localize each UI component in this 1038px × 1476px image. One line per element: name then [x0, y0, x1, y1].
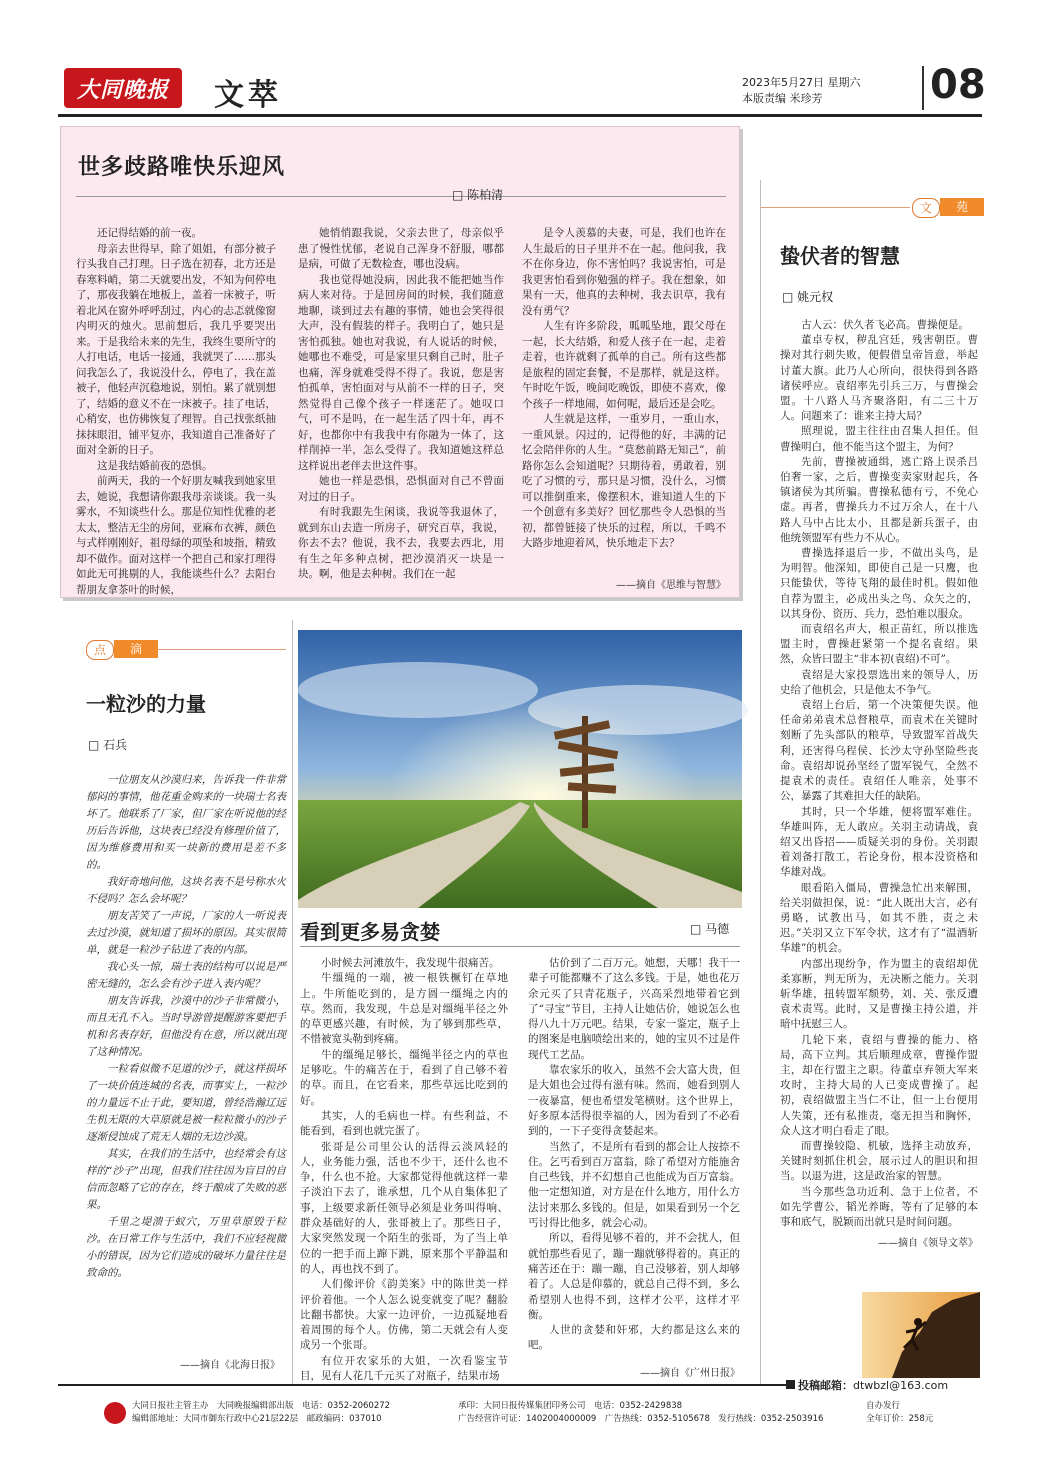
article4-p7: 袁绍是大家投票选出来的领导人，历史给了他机会，只是他太不争气。 — [780, 668, 978, 696]
crossroads-photo — [298, 630, 742, 908]
article4-p11: 内部出现纷争，作为盟主的袁绍却优柔寡断，判无所为，无决断之能力。关羽斩华雄，扭转盟军颓势，刘、关、张反遭袁术责骂。此时，又是曹操主持公道，并暗中抚慰三人。 — [780, 957, 978, 1031]
article4-p6: 而袁绍名声大，根正苗红，所以推选盟主时，曹操赶紧第一个提名袁绍。果然，众皆曰盟主“非本初(袁绍)不可”。 — [780, 623, 978, 666]
article3-col1-p4: 其实，人的毛病也一样。有些利益，不能看到，看到也就完蛋了。 — [300, 1109, 508, 1138]
section-title: 文萃 — [214, 78, 282, 113]
article3-col1-p2: 牛缰绳的一端，被一根铁橛钉在草地上。牛所能吃到的，是方圆一缰绳之内的草。然而，我发现，牛总是对缰绳半径之外的草更感兴趣，有时候，为了够到那些草，不惜被宽头勒到疼痛。 — [300, 972, 508, 1046]
article2-p6: 一粒看似微不足道的沙子，就这样损坏了一块价值连城的名表，而事实上，一粒沙的力量远不止于此，要知道，曾经浩瀚辽远生机无限的大草原就是被一粒粒微小的沙子逐渐侵蚀成了荒无人烟的无边沙漠。 — [86, 1063, 286, 1143]
article2-p2: 我好奇地问他，这块名表不是号称水火不侵吗？怎么会坏呢？ — [86, 876, 286, 905]
article4-body — [780, 318, 978, 1348]
diandi-rule — [158, 649, 286, 650]
footer-left — [132, 1400, 390, 1426]
wenyuan-tag-2: 苑 — [940, 198, 984, 216]
article2-p3: 朋友苦笑了一声说，厂家的人一听说表去过沙漠，就知道了损坏的原因。其实很简单，就是一粒沙子钻进了表的内部。 — [86, 910, 286, 956]
article3-col2-p3: 当然了，不是所有看到的都会让人按捺不住。乞丐看到百万富翁，除了希望对方能施舍自己些钱，并不幻想自己也能成为百万富翁。他一定想知道，对方是在什么地方，用什么方法讨来那么多钱的。但是，如果看到另一个乞丐讨得比他多，就会心动。 — [528, 1140, 740, 1230]
article1-col1-p3: 这是我结婚前夜的恐惧。 — [97, 459, 213, 472]
article1-col2-p4: 有时我跟先生闲谈，我说等我退休了，就到东山去造一所房子，研究百草，我说，你去不去？他说，我不去，我要去西北，用有生之年多种点树，把沙漠消灭一块是一块。啊，他是去种树。我们在一起 — [298, 506, 504, 580]
divider-right — [760, 180, 761, 1386]
article1-col1-p2: 母亲去世得早，除了姐姐，有部分被子行头我自己打理。日子选在初春，北方还是春寒料峭，第二天就要出发，不知为何停电了，那夜我躺在地板上，盖着一床被子，听着北风在窗外呼呼刮过，内心的忐忑就像窗内明灭的烛火。思前想后，我几乎要哭出来。于是我给未来的先生，我终生要所守的人打电话，电话一接通，我就哭了……那头问我怎么了，我说没什么，停电了，我在盖被子，他轻声沉稳地说，别怕。累了就别想了，结婚的意义不在一床被子。挂了电话，心稍安，也仿佛恢复了理智。自己找张纸抽抹抹眼泪，铺平复亦，我知道自己准备好了面对全新的日子。 — [76, 242, 276, 456]
article2-p4: 我心头一惊，瑞士表的结构可以说是严密无缝的，怎么会有沙子进入表内呢？ — [86, 961, 286, 990]
header-divider — [922, 66, 924, 110]
article2-body — [86, 772, 286, 1332]
article1-col1-p4: 前两天，我的一个好朋友喊我到她家里去，她说，我想请你跟我母亲谈谈。我一头雾水，不知谈些什么。那是位知性优雅的老太太，整洁无尘的房间，亚麻布衣裤，颜色与式样刚刚好，祖母绿的项坠和坡指，精致却不做作。面对这样一个把自己和家打理得如此无可挑剔的人，我能谈些什么？去阳台帮朋友拿茶叶的时候， — [76, 475, 276, 596]
header-rule — [58, 114, 982, 117]
wenyuan-tag-1: 文 — [912, 198, 940, 218]
article3-col1-p5: 张哥是公司里公认的活得云淡风轻的人，业务能力强，活也不少干，还什么也不争，什么也不抢。大家都觉得他就这样一辈子淡泊下去了，谁承想，几个从自集体犯了事，上级要求新任领导必须是业务叫得响、群众基础好的人，张哥被上了。那些日子，大家突然发现一个陌生的张哥，为了当上单位的一把手而上蹿下跳，原来那个平静温和的人，再也找不到了。 — [300, 1140, 508, 1275]
article1-col2-p2: 我也觉得她没病，因此我不能把她当作病人来对待。于是回房间的时候，我们随意地聊，谈到过去有趣的事情，她也会笑得很大声，没有假装的样子。我明白了，她只是害怕孤独。她也对我说，有人说话的时候，她哪也不难受，可是家里只剩自己时，肚子也痛，浑身就难受得不得了。我说，您是害怕孤单，害怕面对与从前不一样的日子，突然觉得自己像个孩子一样迷茫了。她叹口气，可不是吗，在一起生活了四十年，再不好，也都你中有我我中有你融为一体了，这样削掉一半，怎么受得了。我知道她这样总这样说出老伴去世这件事。 — [298, 273, 504, 472]
page-number: 08 — [930, 62, 986, 108]
article3-col1-p3: 牛的缰绳足够长，缰绳半径之内的草也足够吃。牛的痛苦在于，看到了自己够不着的草。而且，在它看来，那些草远比吃到的好。 — [300, 1048, 508, 1107]
article3-source: ——摘自《广州日报》 — [640, 1368, 740, 1379]
article2-p5: 朋友告诉我，沙漠中的沙子非常微小，而且无孔不入。当时导游曾提醒游客要把手机和名表存好，但他没有在意，所以就出现了这种情况。 — [86, 995, 286, 1058]
article4-p5: 曹操选择退后一步，不做出头鸟，是为明智。他深知，即使自己是一只鹰，也只能蛰伏，等待飞翔的最佳时机。假如他自荐为盟主，必成出头之鸟、众矢之的，以其身份、资历、兵力，恐怕难以服众。 — [780, 547, 978, 620]
footer-logo — [104, 1402, 126, 1424]
divider-left — [292, 620, 293, 1386]
article3-col2-p4: 所以，看得见够不着的，并不会扰人，但就怕那些看见了，蹦一蹦就够得着的。真正的痛苦还在于：蹦一蹦，自己没够着，别人却够着了。人总是仰慕的，就总自己得不到，多么希望别人也得不到，这样才公平，这样才平衡。 — [528, 1232, 740, 1321]
article4-p9: 其时，只一个华雄，便将盟军难住。华雄叫阵，无人敢应。关羽主动请战，袁绍又出昏招——质疑关羽的身份。关羽跟着刘备打散工，若论身份，根本没资格和华雄对战。 — [780, 805, 978, 879]
footer-right — [866, 1400, 933, 1426]
article4-p1: 古人云：伏久者飞必高。曹操便是。 — [801, 319, 969, 331]
masthead-logo — [64, 68, 182, 108]
logo-text: 大同晚报 — [76, 77, 169, 103]
article3-col2 — [528, 956, 740, 1356]
article1-col2-p3: 她也一样是恐惧，恐惧面对自己不曾面对过的日子。 — [298, 475, 504, 503]
article4-p13: 而曹操较隐、机敏，选择主动放弃，关键时刻抓住机会，展示过人的胆识和担当。以退为进，这是政治家的智慧。 — [780, 1139, 978, 1183]
article3-col1-p7: 有位开农家乐的大姐，一次看鉴宝节目，见有人花几千元买了对瓶子，结果市场 — [300, 1354, 508, 1383]
footer-left-line1: 大同日报社主管主办 大同晚报编辑部出版 电话：0352-2060272 — [132, 1401, 391, 1411]
article1-col3-p3: 人生就是这样，一重岁月，一重山水，一重风景。闪过的，记得他的好，丰满的记忆会陪伴你的人生。“莫愁前路无知己”，前路你怎么会知道呢？只期待着，勇敢着，别吃了习惯的亏，那只是习惯，没什么，习惯可以推倒重来，像摆积木，谁知道人生的下一个创意有多美好？回忆那些令人恐惧的当初，都曾链接了快乐的过程，所以，千鸣不大路步地迎着风，快乐地走下去？ — [522, 413, 726, 549]
footer-right-line2: 全年订价：258元 — [866, 1414, 934, 1424]
footer-mid — [458, 1400, 823, 1426]
article3-col1-p1: 小时候去河滩放牛，我发现牛很痛苦。 — [321, 957, 500, 969]
wenyuan-tag — [912, 198, 984, 218]
contact-email: dtwbzl@163.com — [853, 1379, 949, 1392]
article2-author: □ 石兵 — [88, 738, 128, 752]
article3-title: 看到更多易贪婪 — [300, 920, 440, 944]
article1-col3 — [522, 226, 726, 566]
diandi-tag-1: 点 — [86, 640, 114, 660]
article3-author: □ 马德 — [690, 922, 730, 936]
article3-col2-p5: 人世的贪婪和奸邪，大约都是这么来的吧。 — [528, 1324, 740, 1352]
article2-p1: 一位朋友从沙漠归来，告诉我一件非常郁闷的事情，他花重金购来的一块瑞士名表坏了。他联系了厂家，但厂家在听说他的经历后告诉他，这块表已经没有修理价值了，因为维修费用和买一块新的费用是差不多的。 — [86, 774, 286, 871]
article4-p14: 当今那些急功近利、急于上位者，不如先学曹公，韬光养晦，等有了足够的本事和底气，脱颖而出就只是时间问题。 — [780, 1185, 978, 1228]
article4-p10: 眼看陷入僵局，曹操急忙出来解围，给关羽做担保，说：“此人既出大言，必有勇略，试教出马，如其不胜，责之未迟。”关羽又立下军令状，这才有了“温酒斩华雄”的机会。 — [780, 881, 978, 955]
article4-source: ——摘自《领导文萃》 — [878, 1238, 978, 1250]
contact-label: 投稿邮箱： — [798, 1379, 853, 1392]
article4-title: 蛰伏者的智慧 — [780, 244, 900, 268]
article1-title: 世多歧路唯快乐迎风 — [78, 154, 286, 180]
article3-col2-p2: 靠农家乐的收入，虽然不会大富大贵，但是大姐也会过得有滋有味。然而，她看到别人一夜暴富，便也希望发笔横财。这个世界上，好多原本活得很幸福的人，因为看到了不必看到的，一下子变得贪婪起来。 — [528, 1064, 740, 1138]
contact-box — [786, 1378, 982, 1394]
article3-col1-p6: 人们像评价《韵美案》中的陈世美一样评价着他。一个人怎么说变就变了呢？翻脸比翻书都快。大家一边评价，一边孤疑地看着周围的每个人。仿佛，第二天就会有人变成另一个张哥。 — [300, 1278, 508, 1352]
article1-col1 — [76, 226, 276, 596]
article3-title-rule — [300, 946, 740, 947]
mail-icon — [786, 1380, 795, 1389]
article1-col2-p1: 她悄悄跟我说，父亲去世了，母亲似乎患了慢性忧郁，老说自己浑身不舒服，哪都是病，可做了无数检查，哪也没病。 — [298, 227, 504, 270]
article4-p4: 先前，曹操被通缉，逃亡路上误杀吕伯奢一家，之后，曹操变卖家财起兵，各镇诸侯为其所骗。曹操私德有亏，不免心虚。再者，曹操兵力不过万余人，在十八路人马中占比太小，且都是新兵蛋子，由他统领盟军有些力不从心。 — [780, 455, 978, 544]
article1-col3-p1: 是令人羡慕的夫妻，可是，我们也许在人生最后的日子里并不在一起。他问我，我不在你身边，你不害怕吗？我说害怕，可是我更害怕看到你勉强的样子。我在想象，如果有一天，他真的去种树，我去识草，我有没有勇气？ — [522, 227, 726, 317]
article1-col1-p1: 还记得结婚的前一夜。 — [97, 227, 202, 239]
article1-col3-p2: 人生有许多阶段，呱呱坠地，跟父母在一起，长大结婚，和爱人孩子在一起，走着走着，也许就剩了孤单的自己。所有这些都是旅程的固定套餐，不是那样，就是这样。午时吃午饭，晚间吃晚饭，即使不喜欢，像个孩子一样地闹，如何呢，最后还是会吃。 — [522, 320, 726, 410]
diandi-tag-2: 滴 — [114, 640, 158, 658]
diandi-tag — [86, 640, 158, 660]
article1-title-rule — [76, 196, 726, 197]
footer-left-line2: 编辑部地址：大同市御东行政中心21层22层 邮政编码：037010 — [132, 1414, 382, 1424]
page-editor: 本版责编 米珍芳 — [742, 92, 823, 105]
issue-date: 2023年5月27日 星期六 — [742, 76, 861, 89]
article1-col2 — [298, 226, 504, 588]
footer-right-line1: 自办发行 — [866, 1401, 901, 1411]
article4-p3: 照理说，盟主往往由召集人担任。但曹操明白，他不能当这个盟主，为何？ — [780, 425, 978, 453]
article4-p2: 董卓专权，秽乱宫廷，残害朝臣。曹操对其行刺失败，便假借皇帝旨意，举起讨董大旗。此乃人心所向，很快得到各路诸侯呼应。袁绍率先引兵三万，与曹操会盟。十八路人马齐聚洛阳，有二三十万人。问题来了：谁来主持大局？ — [780, 334, 978, 423]
article1-author: □ 陈柏清 — [452, 188, 504, 202]
article2-p8: 千里之堤溃于蚁穴，万里草原毁于粒沙。在日常工作与生活中，我们不应轻视微小的错误，因为它们造成的破坏力量往往是致命的。 — [86, 1216, 286, 1279]
article2-title: 一粒沙的力量 — [86, 692, 206, 716]
climber-illustration — [862, 1292, 980, 1378]
article1-source: ——摘自《思维与智慧》 — [616, 580, 726, 591]
article3-col2-p1: 估价到了二百万元。她想，天哪！我干一辈子可能都赚不了这么多钱。于是，她也花万余元买了只青花瓶子，兴高采烈地带着它到了“寻宝”节目，主持人让她估价，她说怎么也得八九十万元吧。结果，专家一鉴定，瓶子上的图案是电脑喷绘出来的，她的宝贝不过是件现代工艺品。 — [528, 957, 740, 1061]
footer-mid-line1: 承印：大同日报传媒集团印务公司 电话：0352-2429838 — [458, 1401, 683, 1411]
footer-mid-line2: 广告经营许可证：1402004000009 广告热线：0352-5105678 发行热线：0352-2503916 — [458, 1414, 824, 1424]
wenyuan-rule — [760, 207, 910, 208]
article4-author: □ 姚元权 — [782, 290, 834, 304]
article2-p7: 其实，在我们的生活中，也经常会有这样的“沙子”出现，但我们往往因为盲目的自信而忽略了它的存在，终于酿成了失败的恶果。 — [86, 1148, 286, 1211]
article4-p12: 几轮下来，袁绍与曹操的能力、格局，高下立判。其后顺理成章，曹操作盟主，却在行盟主之职。待董卓弃领大军来攻时，主持大局的人已变成曹操了。起初，袁绍做盟主当仁不让，但一上台便用人失策，还有私推责，毫无担当和胸怀，众人这才明白看走了眼。 — [780, 1033, 978, 1137]
article4-p8: 袁绍上台后，第一个决策便失误。他任命弟弟袁术总督粮草，而袁术在关键时刻断了先头部队的粮草，导致盟军首战失利，还害得乌程侯、长沙太守孙坚险些丧命。袁绍却说孙坚经了盟军锐气，全然不提袁术的责任。袁绍任人唯亲，处事不公，暴露了其难担大任的缺陷。 — [780, 699, 978, 803]
article2-source: ——摘自《北海日报》 — [180, 1360, 280, 1371]
article3-col1 — [300, 956, 508, 1383]
